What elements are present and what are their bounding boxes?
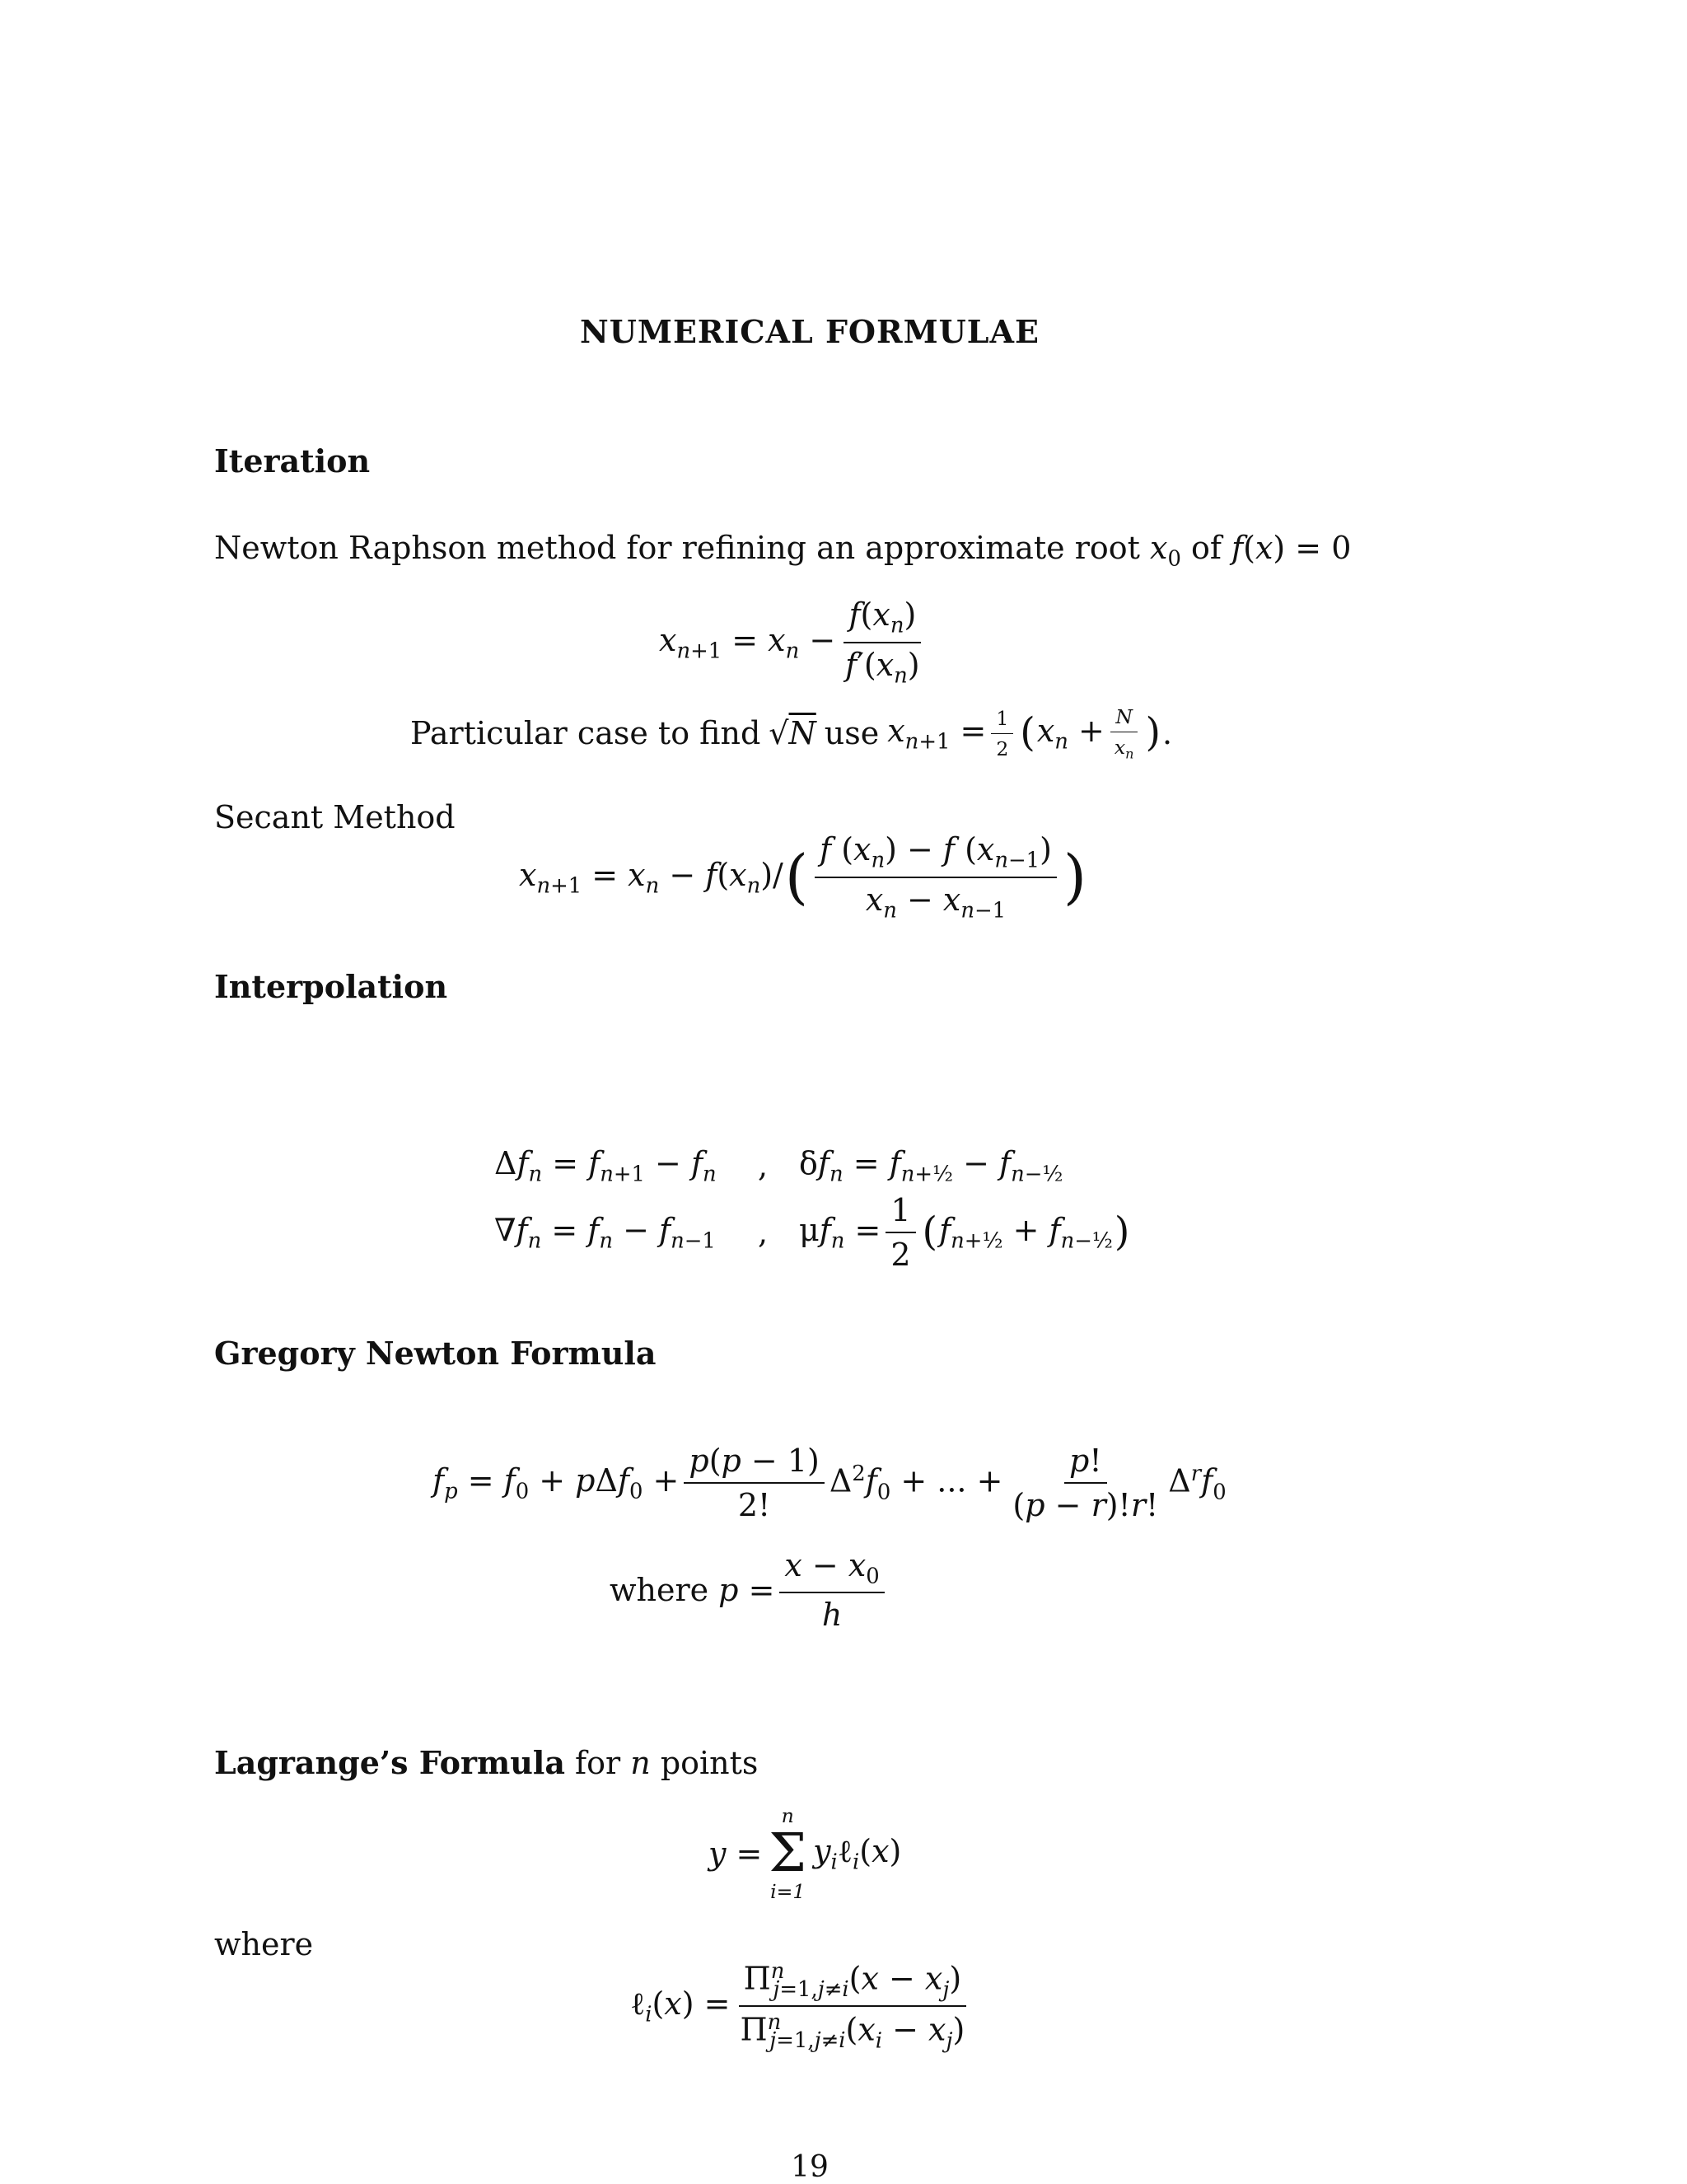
operator-row-2: $\nabla f_n = f_n - f_{n-1}$ , $\mu f_n$ = $\frac{1}{2}$ ( $f_{n+\frac{1}{2}} + f_{n-\frac{1}{2}}$ )	[494, 1192, 1130, 1273]
page-number: 19	[791, 2150, 829, 2184]
lagrange-heading-for: for	[575, 1745, 621, 1781]
lagrange-heading-points: points	[660, 1745, 759, 1781]
heading-lagrange: Lagrange’s Formula for n points	[214, 1744, 759, 1781]
newton-raphson-text: Newton Raphson method for refining an approximate root	[214, 530, 1140, 566]
lagrange-basis-formula: ℓ$_i$(x) = $\frac{\Pi^n_{j=1,j\ne i}(x - x_j)}{\Pi^n_{j=1,j\ne i}(x_i - x_j)}$	[630, 1958, 965, 2054]
particular-case-text: Particular case to find	[410, 715, 761, 751]
lagrange-where: where	[214, 1926, 314, 1962]
gregory-where: where	[610, 1572, 709, 1608]
lagrange-heading-bold: Lagrange’s Formula	[214, 1744, 565, 1781]
newton-raphson-fraction: $\frac{f(x_n)}{f'(x_n)}$	[845, 596, 920, 689]
page-title: NUMERICAL FORMULAE	[580, 313, 1040, 350]
difference-operators	[494, 1141, 1131, 1273]
gregory-newton-formula: $f_p = f_0 + p\Delta f_0$ + $\frac{p(p - 1)}{2!}$ $\Delta^2f_0$ + ... + $\frac{p!}{(p - r)!r!}$ $\Delta^rf_0$	[432, 1443, 1227, 1523]
heading-gregory-newton: Gregory Newton Formula	[214, 1335, 657, 1372]
particular-case-use: use	[824, 715, 880, 751]
gregory-newton-p-definition: where p = $\frac{x - x_0}{h}$	[610, 1541, 890, 1639]
secant-formula: $x_{n+1} = x_n - f(x_n)/$ ( $\frac{f (x_n) - f (x_{n-1})}{x_n - x_{n-1}}$ )	[519, 831, 1087, 924]
newton-raphson-sentence: Newton Raphson method for refining an approximate root $x_0$ of f(x) = 0	[214, 530, 1352, 572]
secant-method-label: Secant Method	[214, 799, 456, 835]
sqrt-particular-case: Particular case to find √N use $x_{n+1}$ = $\frac{1}{2}$ ( $x_n$ + $\frac{N}{x_n}$ ) .	[410, 704, 1173, 762]
heading-iteration: Iteration	[214, 442, 371, 479]
newton-raphson-formula: $x_{n+1} = x_n$ − $\frac{f(x_n)}{f'(x_n)}$	[659, 593, 930, 692]
operator-row-1: $\Delta f_n = f_{n+1} - f_n$ , $\delta f_n = f_{n+\frac{1}{2}} - f_{n-\frac{1}{2}}$	[494, 1144, 1063, 1187]
heading-interpolation: Interpolation	[214, 968, 448, 1005]
lagrange-sum-formula: y = n Σ i=1 $y_i\ell_i(x)$	[708, 1803, 902, 1904]
newton-raphson-of: of	[1191, 530, 1222, 566]
